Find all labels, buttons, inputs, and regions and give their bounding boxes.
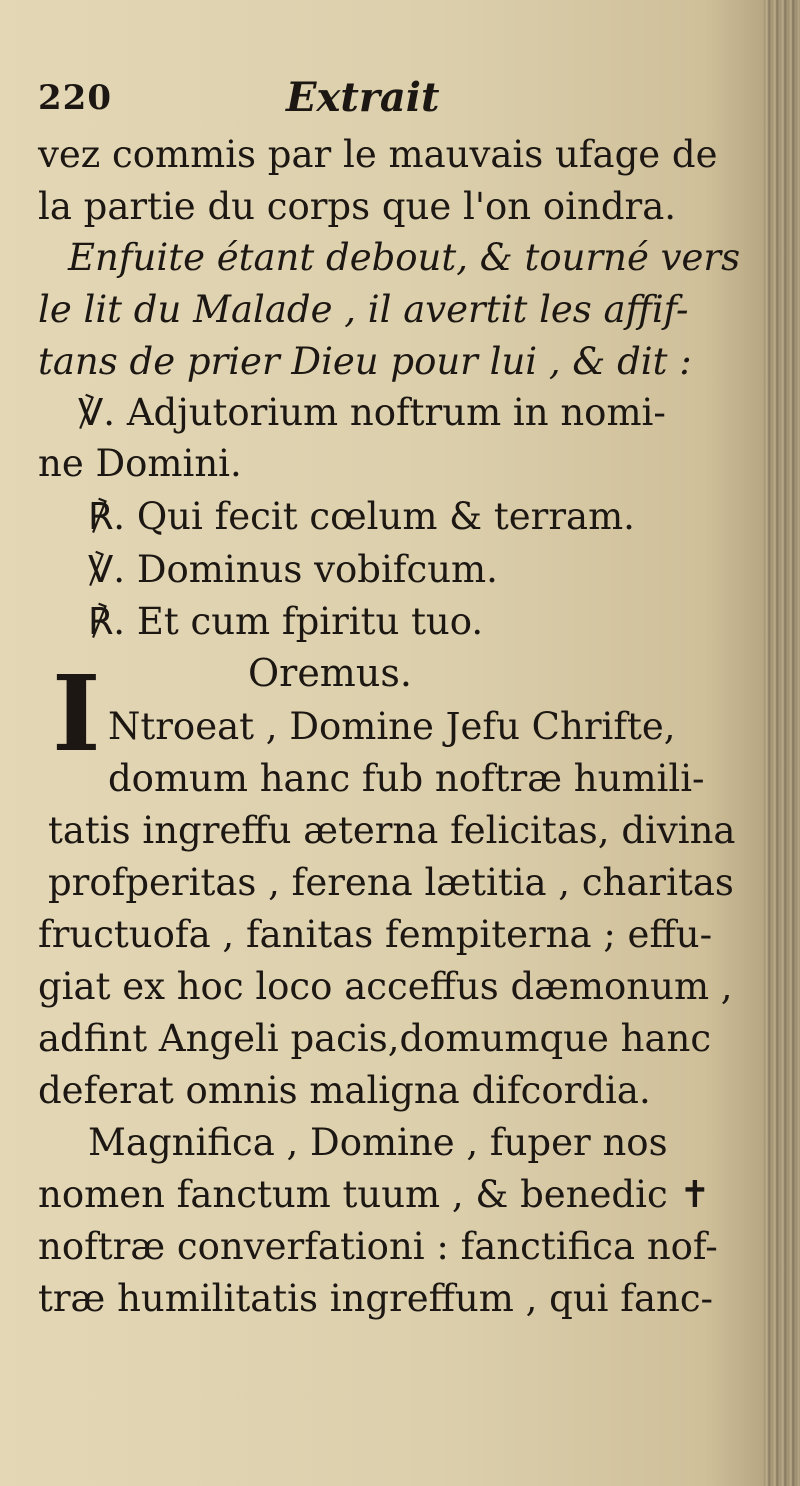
text-line: le lit du Malade , il avertit les affif- bbox=[38, 288, 689, 331]
text-line: nomen fanctum tuum , & benedic ✝ bbox=[38, 1173, 711, 1216]
text-line: Ntroeat , Domine Jefu Chrifte, bbox=[108, 705, 676, 748]
text-line: ne Domini. bbox=[38, 442, 242, 485]
text-line: Magnifica , Domine , fuper nos bbox=[88, 1121, 668, 1164]
page-edge-shadow bbox=[764, 0, 800, 1486]
text-line: adfint Angeli pacis,domumque hanc bbox=[38, 1017, 712, 1060]
page-header bbox=[38, 74, 598, 128]
text-line: tatis ingreffu æterna felicitas, divina bbox=[48, 809, 736, 852]
text-line: tans de prier Dieu pour lui , & dit : bbox=[38, 340, 692, 383]
versicle-line: ℣. Dominus vobifcum. bbox=[88, 548, 498, 591]
versicle-line: ℣. Adjutorium noftrum in nomi- bbox=[78, 391, 666, 434]
text-line: la partie du corps que l'on oindra. bbox=[38, 185, 677, 228]
text-line: noftræ converfationi : fanctifica nof- bbox=[38, 1225, 718, 1268]
response-line: ℟. Et cum fpiritu tuo. bbox=[88, 600, 484, 643]
page-number: 220 bbox=[38, 78, 112, 118]
text-line: fructuofa , fanitas fempiterna ; effu- bbox=[38, 913, 713, 956]
section-heading: Oremus. bbox=[248, 651, 412, 695]
response-line: ℟. Qui fecit cœlum & terram. bbox=[88, 495, 635, 538]
drop-cap: I bbox=[52, 652, 101, 775]
text-line: giat ex hoc loco acceffus dæmonum , bbox=[38, 965, 733, 1008]
text-line: domum hanc fub noftræ humili- bbox=[108, 757, 705, 800]
running-title: Extrait bbox=[286, 74, 440, 121]
text-line: deferat omnis maligna difcordia. bbox=[38, 1069, 651, 1112]
text-line: profperitas , ferena lætitia , charitas bbox=[48, 861, 734, 904]
text-line: vez commis par le mauvais ufage de bbox=[38, 133, 718, 176]
text-line: Enfuite étant debout, & tourné vers bbox=[68, 236, 741, 279]
text-line: træ humilitatis ingreffum , qui fanc- bbox=[38, 1277, 714, 1320]
